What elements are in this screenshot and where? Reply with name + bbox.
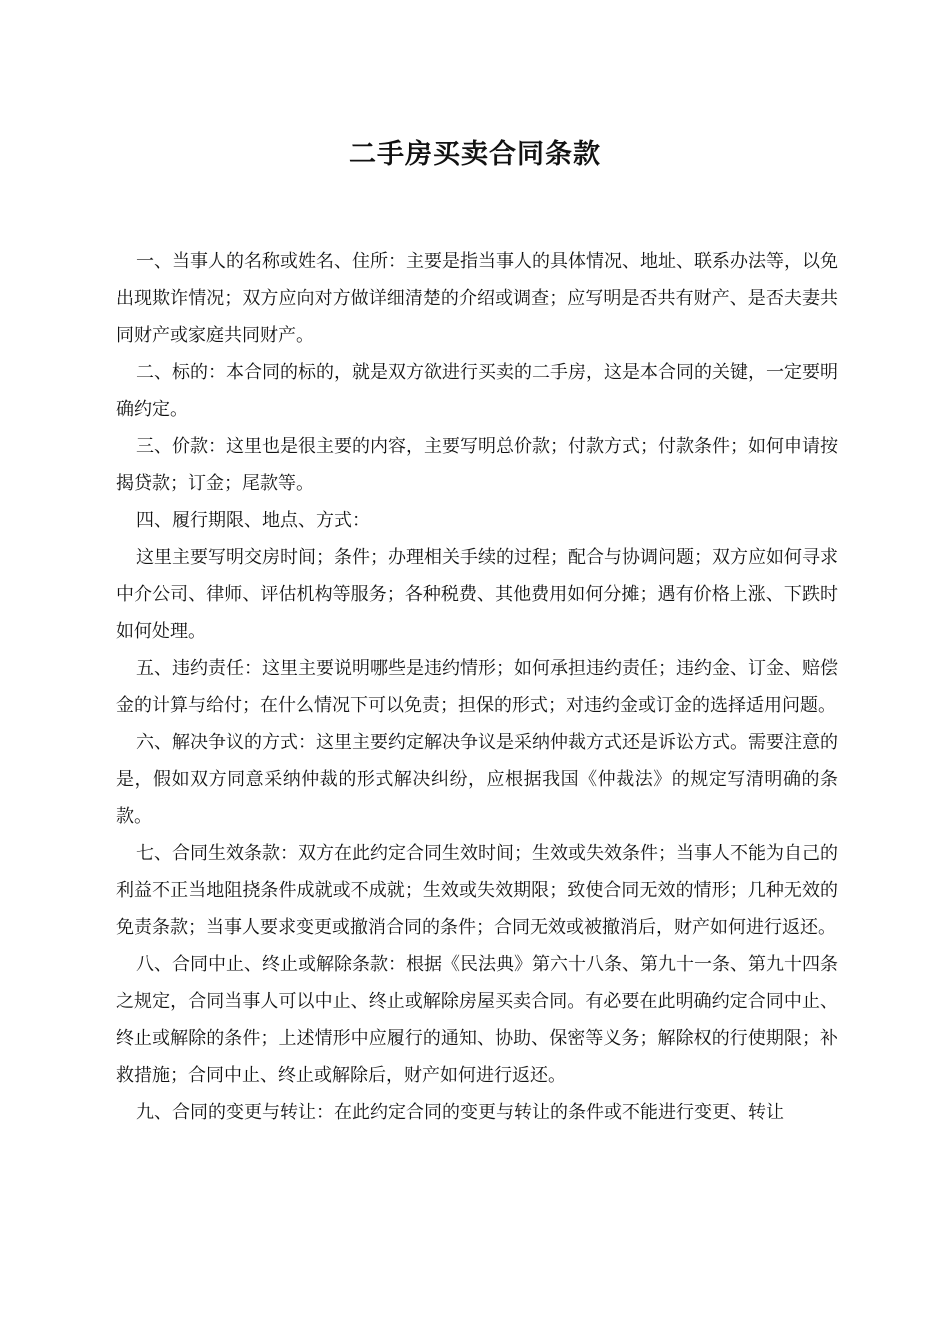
clause-4-body: 这里主要写明交房时间；条件；办理相关手续的过程；配合与协调问题；双方应如何寻求中介公司、律师、评估机构等服务；各种税费、其他费用如何分摊；遇有价格上涨、下跌时如何处理。 bbox=[116, 547, 838, 642]
clause-2-subject: 二、标的：本合同的标的，就是双方欲进行买卖的二手房，这是本合同的关键，一定要明确约定。 bbox=[116, 362, 838, 420]
clause-7-effect: 七、合同生效条款：双方在此约定合同生效时间；生效或失效条件；当事人不能为自己的利益不正当地阻挠条件成就或不成就；生效或失效期限；致使合同无效的情形；几种无效的免责条款；当事人要求变更或撤消合同的条件；合同无效或被撤消后，财产如何进行返还。 bbox=[116, 843, 838, 938]
clause-5-breach: 五、违约责任：这里主要说明哪些是违约情形；如何承担违约责任；违约金、订金、赔偿金的计算与给付；在什么情况下可以免责；担保的形式；对违约金或订金的选择适用问题。 bbox=[116, 658, 838, 716]
clause-4-heading: 四、履行期限、地点、方式： bbox=[136, 510, 370, 531]
document-body bbox=[116, 243, 838, 1131]
clause-9-amendment: 九、合同的变更与转让：在此约定合同的变更与转让的条件或不能进行变更、转让 bbox=[136, 1102, 784, 1123]
clause-6-dispute: 六、解决争议的方式：这里主要约定解决争议是采纳仲裁方式还是诉讼方式。需要注意的是，假如双方同意采纳仲裁的形式解决纠纷，应根据我国《仲裁法》的规定写清明确的条款。 bbox=[116, 732, 838, 827]
clause-8-termination: 八、合同中止、终止或解除条款：根据《民法典》第六十八条、第九十一条、第九十四条之规定，合同当事人可以中止、终止或解除房屋买卖合同。有必要在此明确约定合同中止、终止或解除的条件；上述情形中应履行的通知、协助、保密等义务；解除权的行使期限；补救措施；合同中止、终止或解除后，财产如何进行返还。 bbox=[116, 954, 838, 1086]
clause-3-price: 三、价款：这里也是很主要的内容，主要写明总价款；付款方式；付款条件；如何申请按揭贷款；订金；尾款等。 bbox=[116, 436, 838, 494]
document-title: 二手房买卖合同条款 bbox=[349, 139, 601, 170]
clause-1-parties: 一、当事人的名称或姓名、住所：主要是指当事人的具体情况、地址、联系办法等，以免出现欺诈情况；双方应向对方做详细清楚的介绍或调查；应写明是否共有财产、是否夫妻共同财产或家庭共同财产。 bbox=[116, 251, 838, 346]
